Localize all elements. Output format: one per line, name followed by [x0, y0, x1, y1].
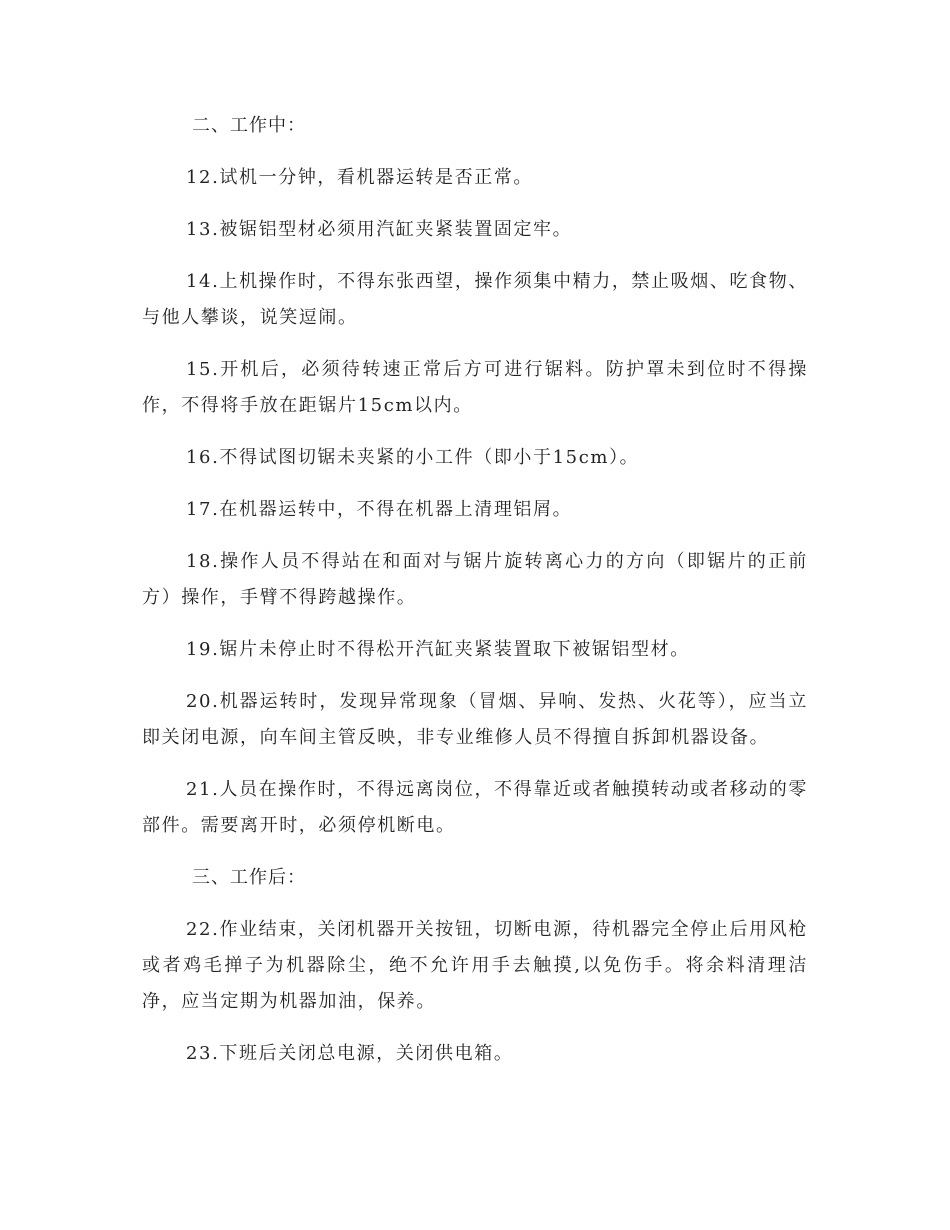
rule-item-20: 20.机器运转时，发现异常现象（冒烟、异响、发热、火花等），应当立即关闭电源，向车间主管反映，非专业维修人员不得擅自拆卸机器设备。 [142, 691, 808, 748]
rule-item-21: 21.人员在操作时，不得远离岗位，不得靠近或者触摸转动或者移动的零部件。需要离开时，必须停机断电。 [142, 779, 808, 836]
section-heading-during-work: 二、工作中： [192, 115, 306, 136]
rule-item-13: 13.被锯铝型材必须用汽缸夹紧装置固定牢。 [186, 219, 573, 240]
rule-item-12: 12.试机一分钟，看机器运转是否正常。 [186, 167, 534, 188]
rule-item-16: 16.不得试图切锯未夹紧的小工件（即小于15cm）。 [186, 447, 640, 468]
rule-item-19: 19.锯片未停止时不得松开汽缸夹紧装置取下被锯铝型材。 [186, 639, 690, 660]
rule-item-22: 22.作业结束，关闭机器开关按钮，切断电源，待机器完全停止后用风枪或者鸡毛掸子为机器除尘，绝不允许用手去触摸,以免伤手。将余料清理洁净，应当定期为机器加油，保养。 [142, 919, 808, 1012]
rule-item-15: 15.开机后，必须待转速正常后方可进行锯料。防护罩未到位时不得操作，不得将手放在距锯片15cm以内。 [142, 359, 808, 416]
rule-item-17: 17.在机器运转中，不得在机器上清理铝屑。 [186, 499, 573, 520]
document-body [142, 108, 808, 1072]
rule-item-18: 18.操作人员不得站在和面对与锯片旋转离心力的方向（即锯片的正前方）操作，手臂不得跨越操作。 [142, 551, 808, 608]
rule-item-23: 23.下班后关闭总电源，关闭供电箱。 [186, 1043, 514, 1064]
rule-item-14: 14.上机操作时，不得东张西望，操作须集中精力，禁止吸烟、吃食物、与他人攀谈，说笑逗闹。 [142, 271, 808, 328]
section-heading-after-work: 三、工作后： [192, 867, 306, 888]
